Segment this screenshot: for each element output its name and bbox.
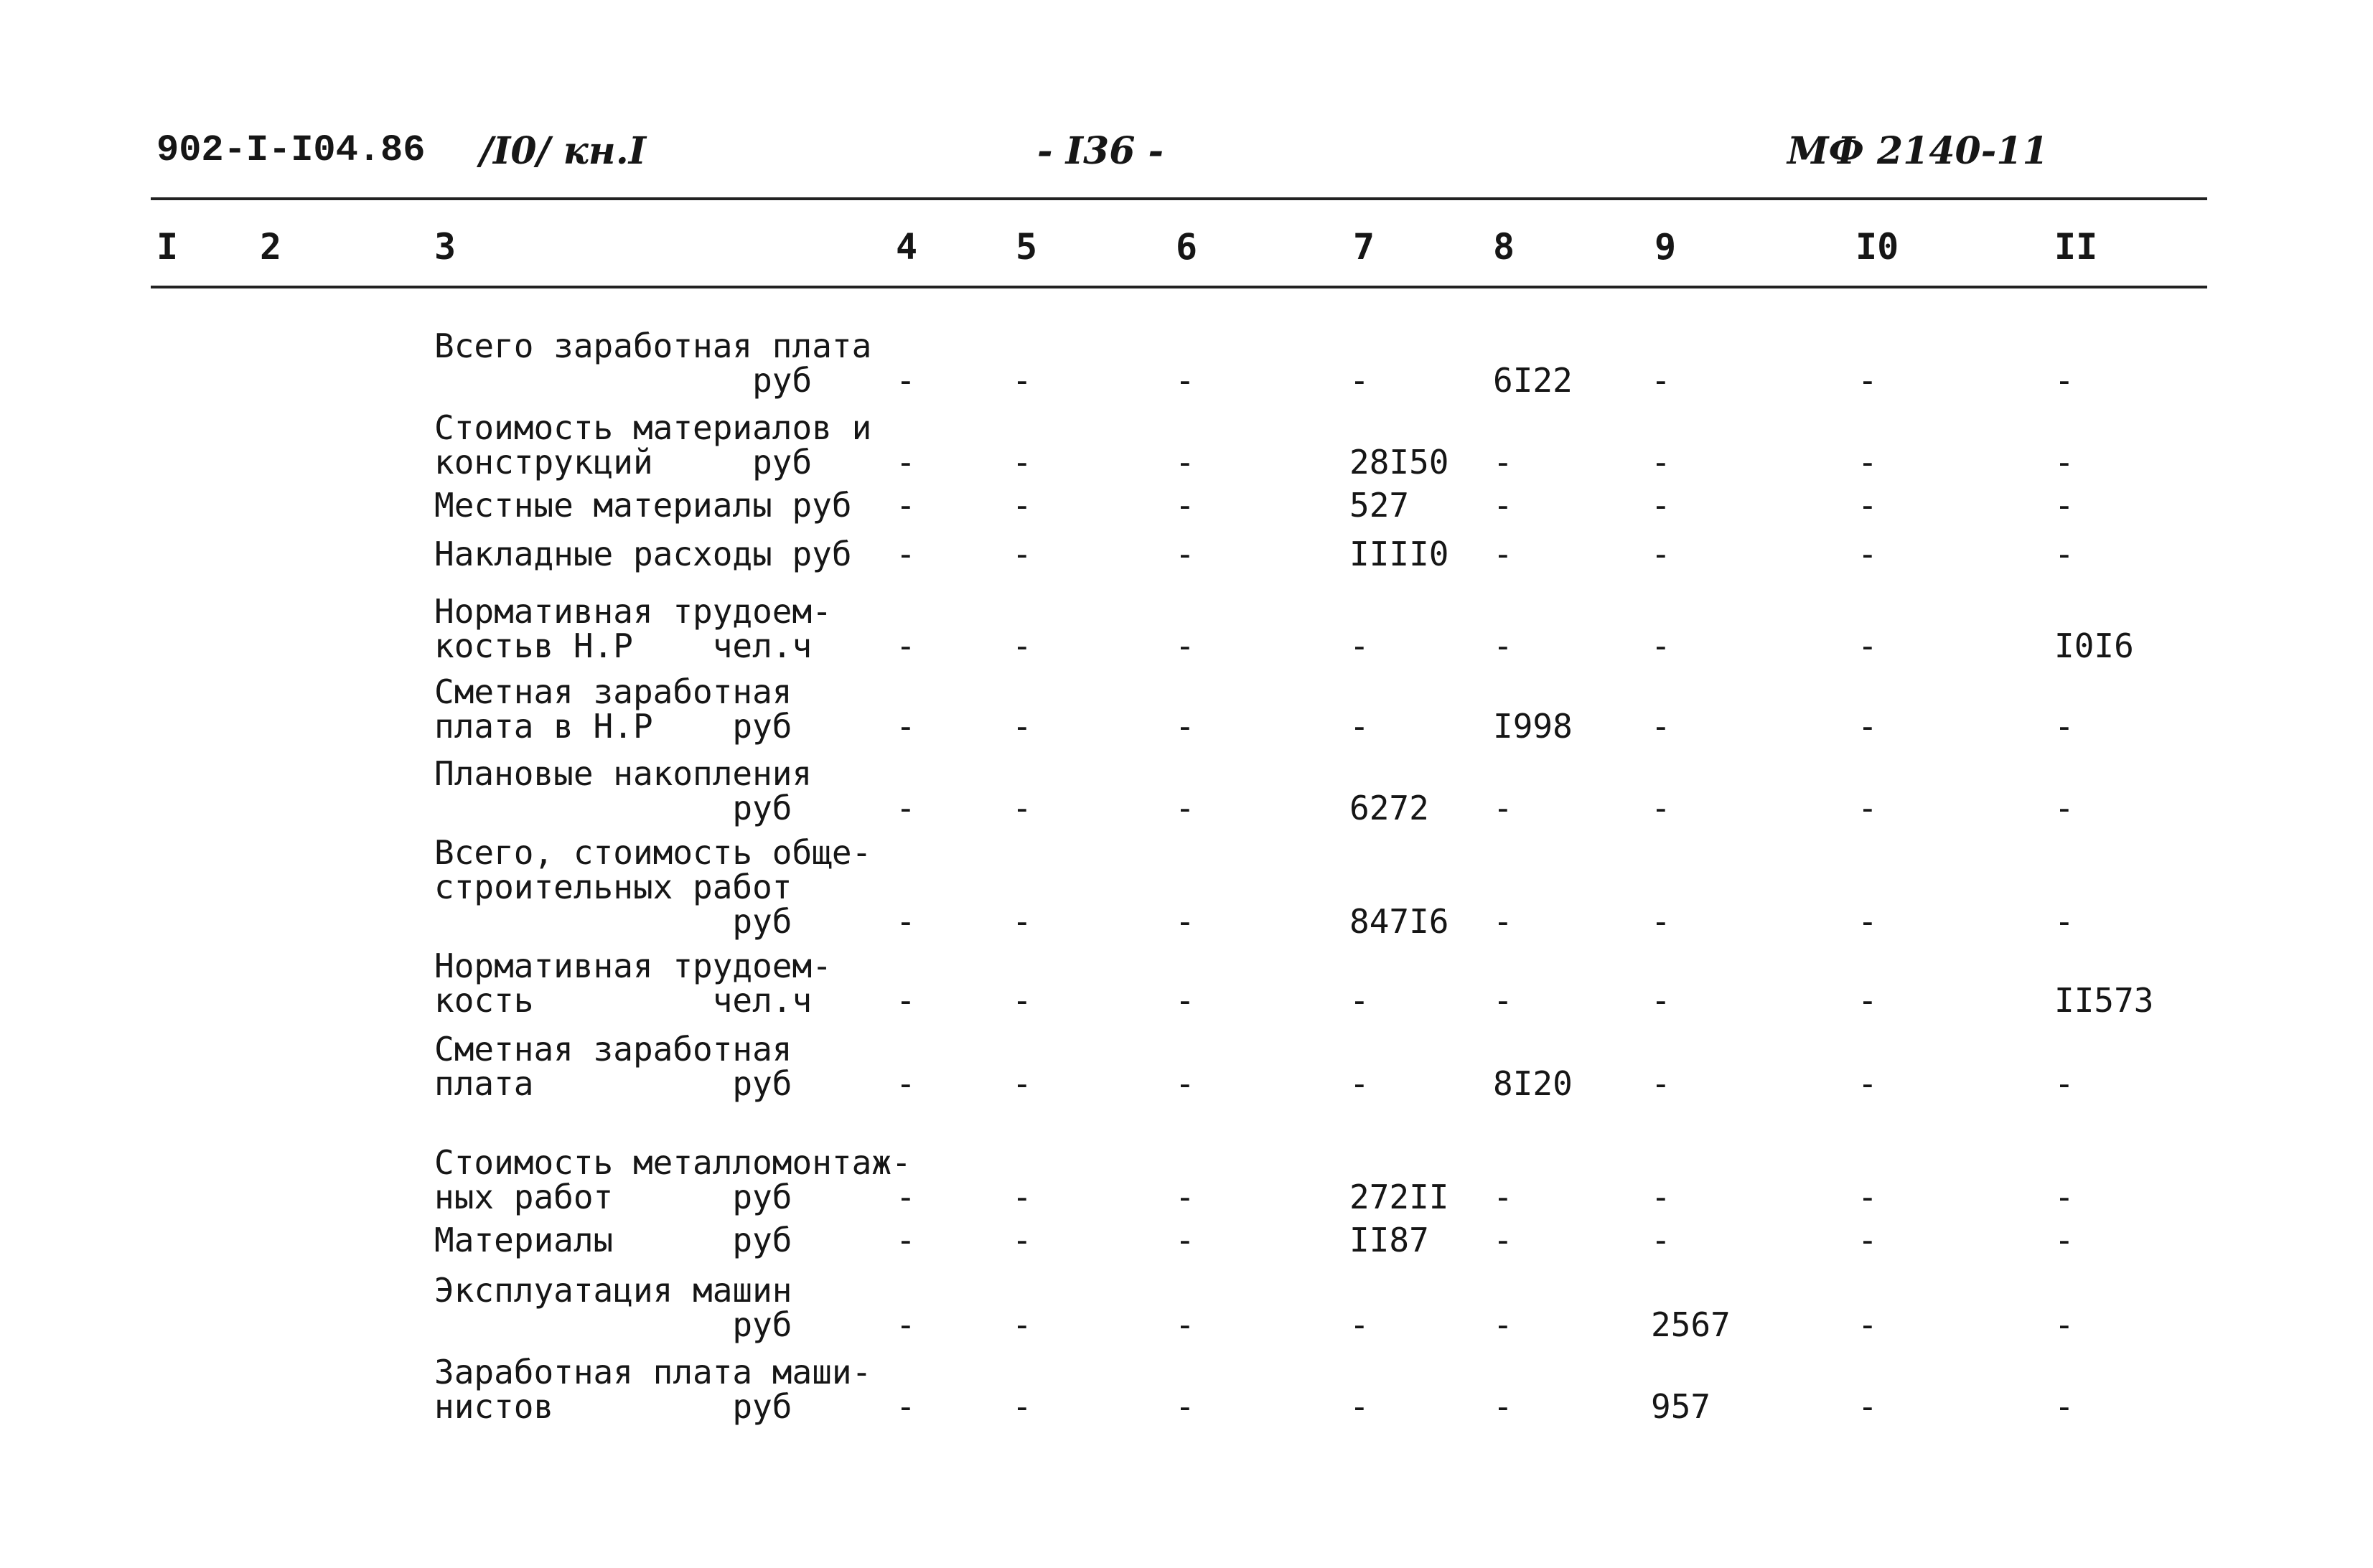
table-cell: - xyxy=(1175,1221,1195,1259)
table-cell: I998 xyxy=(1493,707,1573,746)
header-bottom-rule xyxy=(151,286,2207,288)
table-cell: - xyxy=(2054,1387,2074,1426)
table-cell: - xyxy=(1858,443,1878,482)
table-cell: - xyxy=(1175,443,1195,482)
row-label: Плановые накопления руб xyxy=(434,754,813,827)
table-cell: - xyxy=(1012,707,1032,746)
table-cell: - xyxy=(1493,443,1513,482)
column-header: 2 xyxy=(260,226,282,268)
table-cell: 2567 xyxy=(1651,1305,1731,1344)
table-cell: - xyxy=(1858,902,1878,941)
table-cell: - xyxy=(1349,626,1370,665)
table-cell: - xyxy=(1012,789,1032,827)
table-cell: - xyxy=(2054,789,2074,827)
header-top-rule xyxy=(151,197,2207,200)
column-header: 9 xyxy=(1654,226,1677,268)
table-cell: - xyxy=(1493,1178,1513,1216)
table-cell: - xyxy=(1175,707,1195,746)
row-label: Заработная плата маши- нистов руб xyxy=(434,1353,872,1426)
row-label: Эксплуатация машин руб xyxy=(434,1271,792,1344)
table-cell: - xyxy=(2054,1221,2074,1259)
table-cell: - xyxy=(896,1305,916,1344)
table-cell: - xyxy=(896,361,916,400)
table-cell: - xyxy=(1493,981,1513,1020)
table-cell: - xyxy=(1349,1064,1370,1103)
table-cell: 527 xyxy=(1349,486,1410,525)
table-cell: - xyxy=(896,486,916,525)
table-cell: - xyxy=(1651,361,1671,400)
table-cell: - xyxy=(1858,1305,1878,1344)
row-label: Стоимость материалов и конструкций руб xyxy=(434,408,872,482)
page-number: - I36 - xyxy=(1037,129,1164,173)
table-cell: - xyxy=(896,535,916,573)
table-cell: - xyxy=(2054,1064,2074,1103)
table-cell: 957 xyxy=(1651,1387,1711,1426)
table-cell: - xyxy=(896,789,916,827)
table-cell: 6I22 xyxy=(1493,361,1573,400)
row-label: Стоимость металломонтаж- ных работ руб xyxy=(434,1143,912,1216)
table-cell: - xyxy=(1651,902,1671,941)
column-header: 7 xyxy=(1353,226,1375,268)
table-cell: - xyxy=(896,707,916,746)
row-label: Сметная заработная плата в Н.Р руб xyxy=(434,672,792,746)
table-cell: - xyxy=(1493,1305,1513,1344)
table-cell: - xyxy=(2054,486,2074,525)
table-cell: - xyxy=(1175,486,1195,525)
table-cell: - xyxy=(1651,626,1671,665)
table-cell: - xyxy=(1651,707,1671,746)
table-cell: - xyxy=(1493,789,1513,827)
table-cell: - xyxy=(1858,707,1878,746)
table-cell: - xyxy=(1349,981,1370,1020)
table-cell: 6272 xyxy=(1349,789,1429,827)
table-cell: II87 xyxy=(1349,1221,1429,1259)
table-cell: - xyxy=(1012,1305,1032,1344)
table-cell: - xyxy=(1493,1221,1513,1259)
table-cell: - xyxy=(1175,1305,1195,1344)
table-cell: - xyxy=(1175,902,1195,941)
table-cell: - xyxy=(1858,626,1878,665)
table-cell: - xyxy=(896,1387,916,1426)
table-cell: - xyxy=(2054,707,2074,746)
table-cell: - xyxy=(1012,981,1032,1020)
row-label: Накладные расходы руб xyxy=(434,535,852,573)
table-cell: - xyxy=(1349,361,1370,400)
table-cell: - xyxy=(1012,902,1032,941)
table-cell: - xyxy=(1349,707,1370,746)
table-cell: - xyxy=(1651,443,1671,482)
column-header: II xyxy=(2054,226,2098,268)
table-cell: - xyxy=(1493,902,1513,941)
table-cell: - xyxy=(2054,902,2074,941)
table-cell: - xyxy=(896,443,916,482)
column-header: 6 xyxy=(1176,226,1198,268)
table-cell: - xyxy=(1858,1387,1878,1426)
column-header: 8 xyxy=(1493,226,1515,268)
table-cell: - xyxy=(1858,535,1878,573)
table-cell: - xyxy=(1349,1305,1370,1344)
table-cell: - xyxy=(1858,1064,1878,1103)
table-cell: - xyxy=(1651,789,1671,827)
table-cell: - xyxy=(1175,1178,1195,1216)
table-cell: 28I50 xyxy=(1349,443,1449,482)
table-cell: - xyxy=(2054,361,2074,400)
mf-code: МФ 2140-11 xyxy=(1787,129,2049,173)
table-cell: - xyxy=(1493,486,1513,525)
table-cell: - xyxy=(1012,626,1032,665)
table-cell: - xyxy=(1175,1064,1195,1103)
row-label: Сметная заработная плата руб xyxy=(434,1030,792,1103)
table-cell: - xyxy=(1175,1387,1195,1426)
row-label: Нормативная трудоем- кость чел.ч xyxy=(434,947,832,1020)
table-cell: - xyxy=(1651,1064,1671,1103)
table-cell: 847I6 xyxy=(1349,902,1449,941)
row-label: Всего, стоимость обще- строительных работ руб xyxy=(434,833,872,941)
table-cell: - xyxy=(1012,1221,1032,1259)
table-cell: 272II xyxy=(1349,1178,1449,1216)
table-cell: - xyxy=(1651,486,1671,525)
table-cell: - xyxy=(1175,981,1195,1020)
column-header: I xyxy=(156,226,179,268)
table-cell: - xyxy=(1651,1221,1671,1259)
table-cell: - xyxy=(1858,486,1878,525)
row-label: Нормативная трудоем- костьв Н.Р чел.ч xyxy=(434,592,832,665)
row-label: Местные материалы руб xyxy=(434,486,852,525)
table-cell: - xyxy=(1175,789,1195,827)
table-cell: - xyxy=(896,1178,916,1216)
table-cell: - xyxy=(1012,1387,1032,1426)
table-cell: - xyxy=(1175,535,1195,573)
table-cell: - xyxy=(896,1221,916,1259)
table-cell: - xyxy=(1651,535,1671,573)
table-cell: - xyxy=(1651,981,1671,1020)
document-code: 902-I-I04.86 xyxy=(156,129,426,172)
table-cell: - xyxy=(1349,1387,1370,1426)
table-cell: - xyxy=(1175,626,1195,665)
column-header: I0 xyxy=(1855,226,1899,268)
table-cell: - xyxy=(2054,1178,2074,1216)
table-cell: - xyxy=(1493,626,1513,665)
table-cell: - xyxy=(1012,443,1032,482)
table-cell: - xyxy=(1858,1178,1878,1216)
table-cell: - xyxy=(1858,789,1878,827)
column-header: 3 xyxy=(434,226,457,268)
table-cell: - xyxy=(2054,535,2074,573)
row-label: Всего заработная плата руб xyxy=(434,327,872,400)
table-cell: - xyxy=(1651,1178,1671,1216)
table-cell: - xyxy=(1858,1221,1878,1259)
table-cell: - xyxy=(1493,535,1513,573)
table-cell: - xyxy=(896,1064,916,1103)
table-cell: II573 xyxy=(2054,981,2154,1020)
table-cell: - xyxy=(1012,486,1032,525)
table-cell: IIII0 xyxy=(1349,535,1449,573)
table-cell: - xyxy=(2054,1305,2074,1344)
table-cell: - xyxy=(1012,535,1032,573)
section-mark: /I0/ кн.I xyxy=(479,129,647,173)
column-header: 4 xyxy=(896,226,918,268)
table-cell: - xyxy=(2054,443,2074,482)
table-cell: - xyxy=(1493,1387,1513,1426)
table-cell: - xyxy=(1012,1064,1032,1103)
column-header: 5 xyxy=(1016,226,1038,268)
table-cell: - xyxy=(896,626,916,665)
table-cell: - xyxy=(896,981,916,1020)
table-cell: - xyxy=(1012,361,1032,400)
table-cell: - xyxy=(1858,981,1878,1020)
table-cell: - xyxy=(896,902,916,941)
row-label: Материалы руб xyxy=(434,1221,792,1259)
table-cell: - xyxy=(1175,361,1195,400)
table-cell: - xyxy=(1012,1178,1032,1216)
table-cell: 8I20 xyxy=(1493,1064,1573,1103)
table-cell: - xyxy=(1858,361,1878,400)
table-cell: I0I6 xyxy=(2054,626,2134,665)
